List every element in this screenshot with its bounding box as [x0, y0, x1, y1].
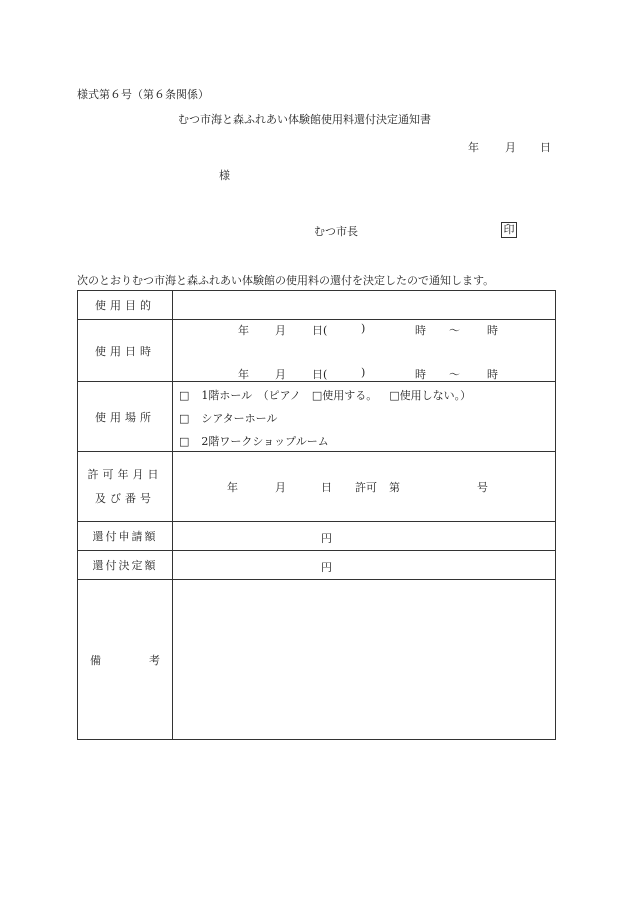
place-3-label: 2階ワークショップルーム	[201, 435, 329, 448]
decision-amount-label: 還付決定額	[78, 551, 173, 580]
seal-mark: 印	[501, 222, 517, 238]
permit-go: 号	[477, 481, 488, 494]
piano-use-option[interactable]: □使用する。	[311, 389, 378, 402]
row-permit	[78, 452, 556, 522]
dt1-day: 日(	[312, 324, 328, 337]
document-title: むつ市海と森ふれあい体験館使用料還付決定通知書	[178, 113, 431, 126]
form-number: 様式第６号（第６条関係）	[77, 88, 209, 101]
permit-label	[78, 452, 173, 522]
form-table	[77, 290, 556, 740]
dt1-hour: 時	[415, 324, 426, 337]
permit-month: 月	[275, 481, 286, 494]
intro-text: 次のとおりむつ市海と森ふれあい体験館の使用料の還付を決定したので通知します。	[77, 274, 495, 287]
remarks-label-1: 備	[90, 653, 101, 667]
decision-amount-field[interactable]	[173, 551, 556, 580]
dt2-year: 年	[238, 368, 249, 381]
permit-day: 日	[321, 481, 332, 494]
date-year: 年	[468, 141, 479, 154]
permit-label-line-1: 許可年月日	[87, 467, 163, 481]
decision-amount-unit: 円	[321, 561, 332, 574]
purpose-label: 使用目的	[78, 291, 173, 320]
request-amount-field[interactable]	[173, 522, 556, 551]
datetime-field[interactable]	[173, 320, 556, 382]
remarks-label-2: 考	[149, 653, 160, 667]
dt2-day: 日(	[312, 368, 328, 381]
row-remarks	[78, 580, 556, 740]
permit-no: 第	[389, 481, 400, 494]
place-2-checkbox[interactable]: □	[179, 412, 190, 425]
row-purpose	[78, 291, 556, 320]
place-field	[173, 382, 556, 452]
dt1-year: 年	[238, 324, 249, 337]
place-1-label: 1階ホール （ピアノ	[201, 389, 312, 402]
place-label: 使用場所	[78, 382, 173, 452]
permit-label-line-2: 及び番号	[95, 491, 155, 505]
dt2-hour2: 時	[487, 368, 498, 381]
place-option-2	[179, 410, 277, 426]
dt2-close: )	[361, 366, 366, 379]
permit-year: 年	[227, 481, 238, 494]
date-day: 日	[540, 141, 551, 154]
request-amount-label: 還付申請額	[78, 522, 173, 551]
purpose-field[interactable]	[173, 291, 556, 320]
dt2-tilde: 〜	[449, 368, 460, 381]
row-decision-amount	[78, 551, 556, 580]
dt1-tilde: 〜	[449, 324, 460, 337]
row-place	[78, 382, 556, 452]
place-3-checkbox[interactable]: □	[179, 435, 190, 448]
row-datetime	[78, 320, 556, 382]
remarks-label	[78, 580, 173, 740]
dt1-hour2: 時	[487, 324, 498, 337]
date-month: 月	[505, 141, 516, 154]
dt1-month: 月	[275, 324, 286, 337]
place-option-3	[179, 433, 329, 449]
datetime-label: 使用日時	[78, 320, 173, 382]
place-2-label: シアターホール	[201, 412, 278, 425]
dt2-month: 月	[275, 368, 286, 381]
piano-no-use-option[interactable]: □使用しない。）	[389, 389, 472, 402]
dt2-hour: 時	[415, 368, 426, 381]
dt1-close: )	[361, 322, 366, 335]
request-amount-unit: 円	[321, 532, 332, 545]
permit-word: 許可	[355, 481, 377, 494]
addressee-suffix: 様	[219, 169, 230, 182]
place-1-checkbox[interactable]: □	[179, 389, 190, 402]
place-option-1	[179, 387, 471, 403]
issuer-name: むつ市長	[314, 225, 358, 238]
remarks-field[interactable]	[173, 580, 556, 740]
row-request-amount	[78, 522, 556, 551]
permit-field[interactable]	[173, 452, 556, 522]
